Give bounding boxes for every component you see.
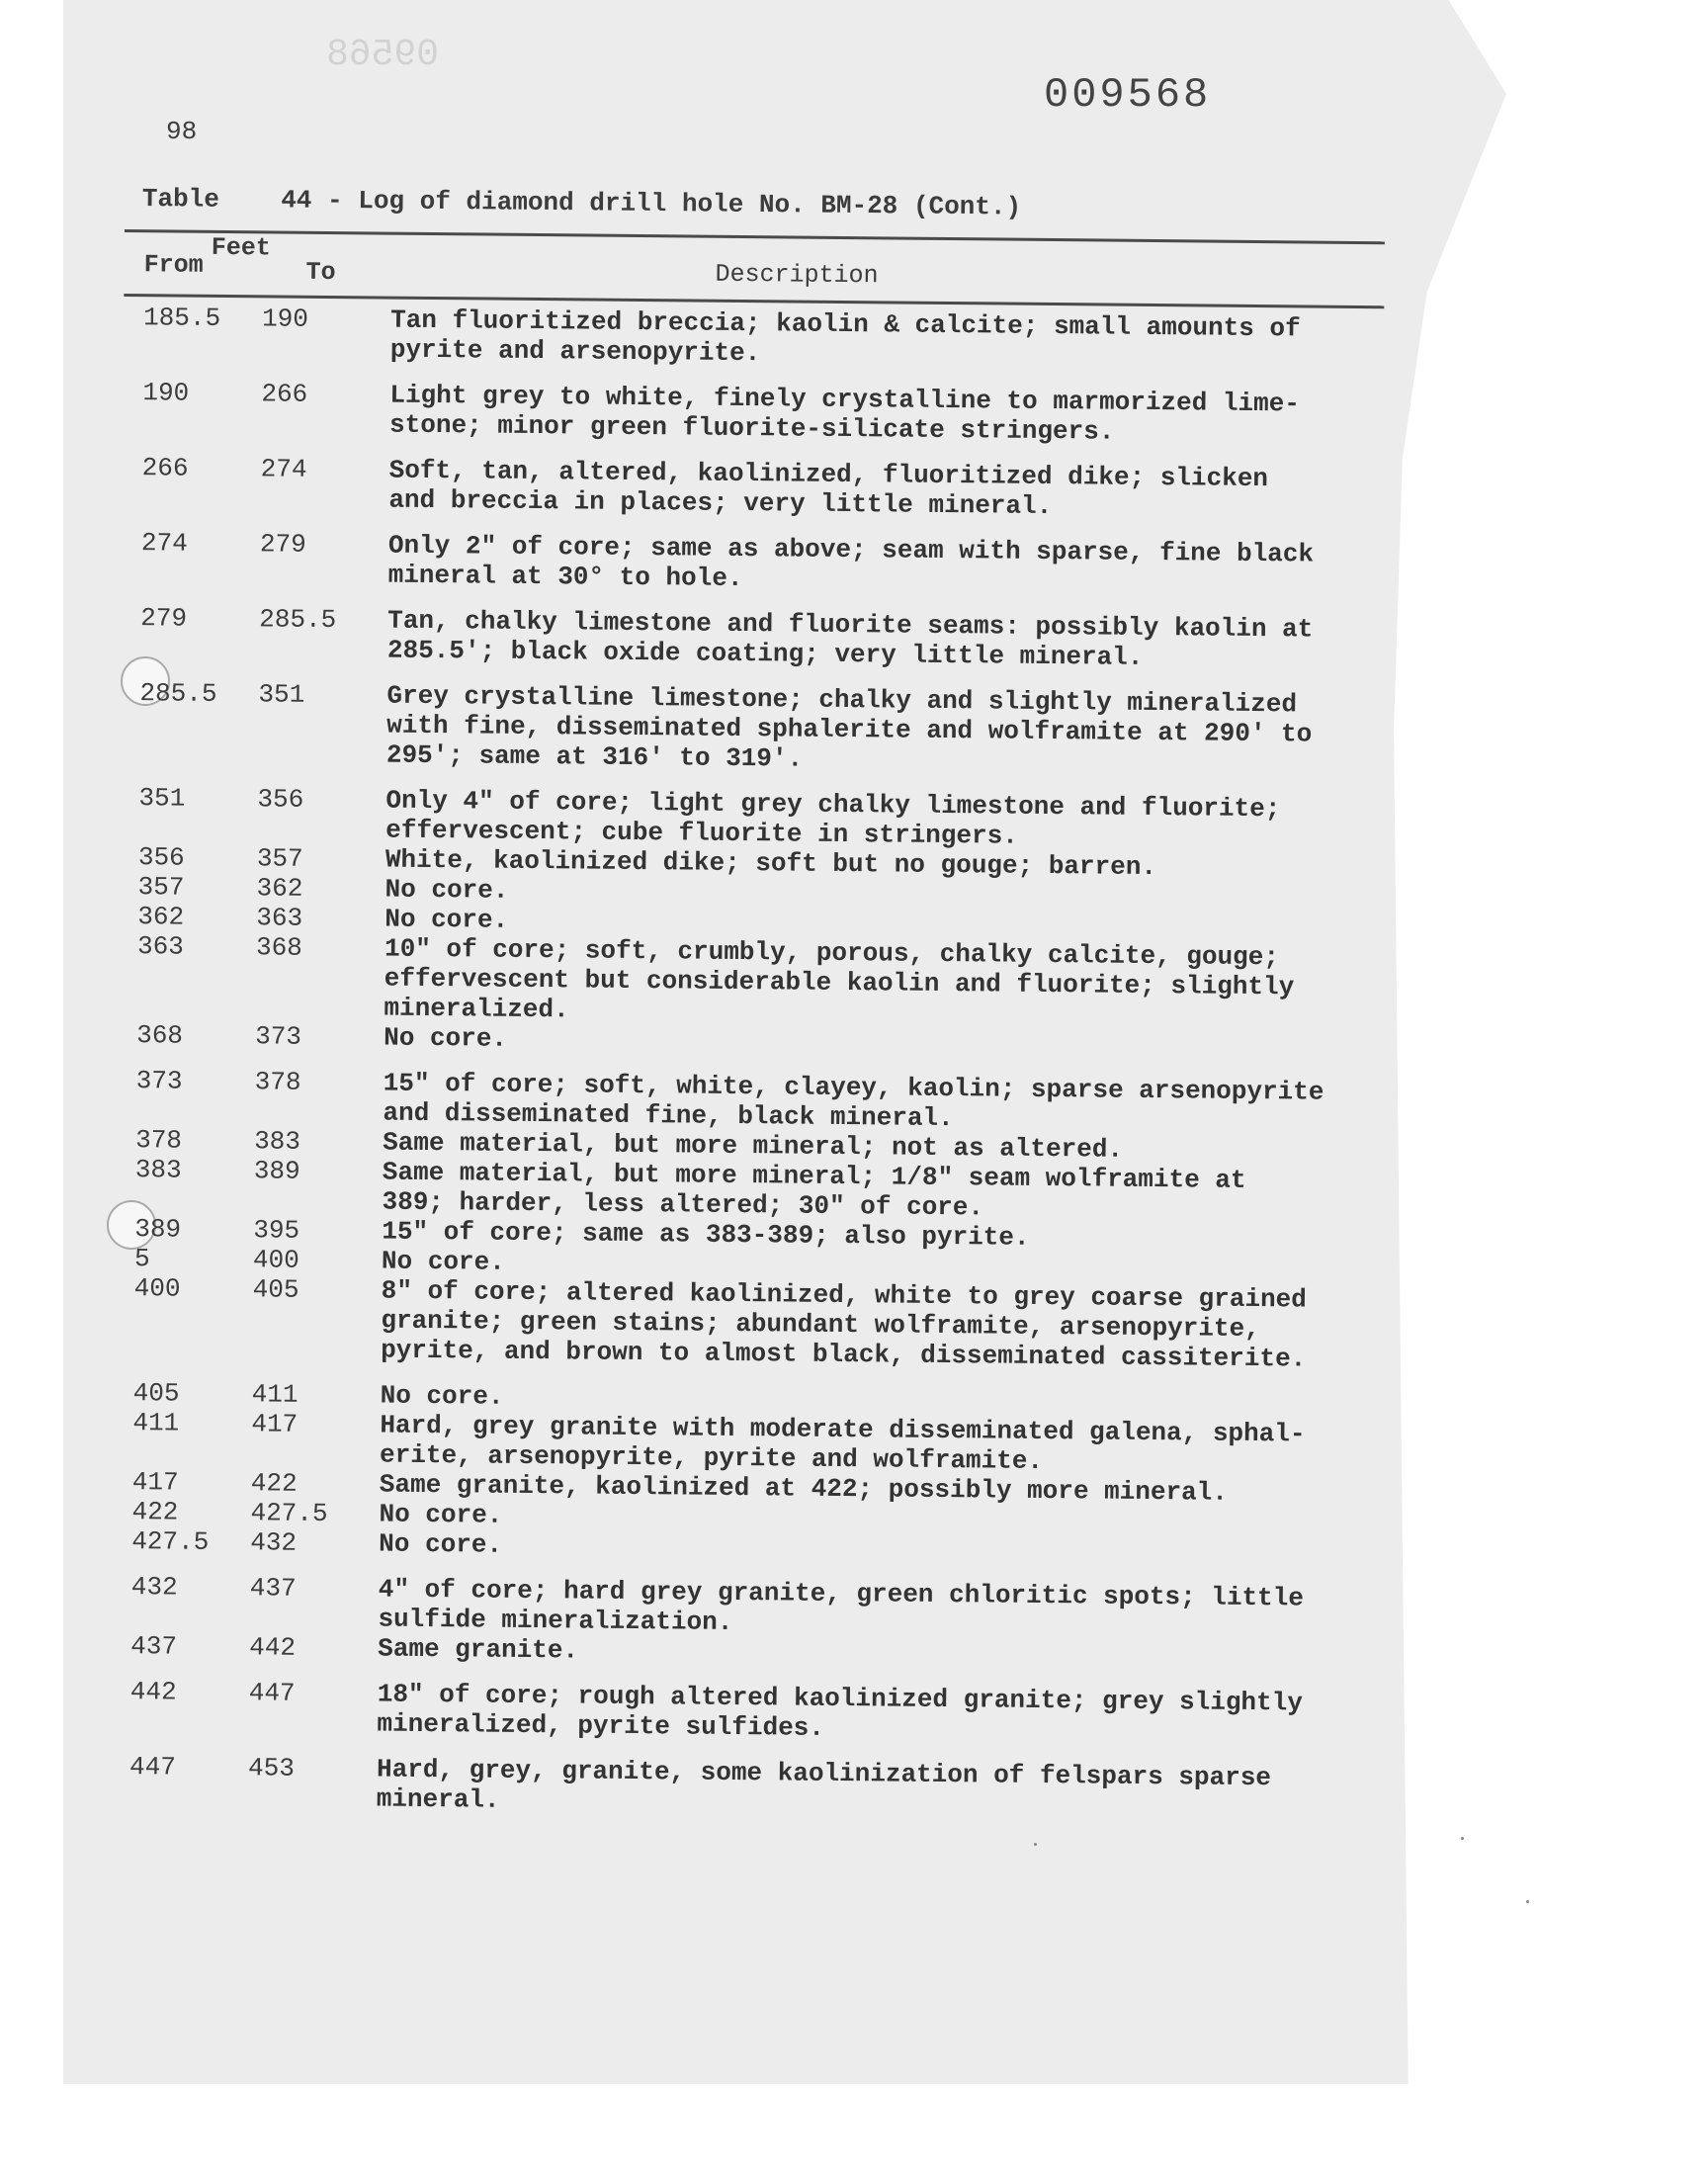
description-cell: No core.: [379, 1528, 503, 1560]
from-feet-cell: 285.5: [139, 678, 217, 709]
from-feet-cell: 447: [128, 1752, 177, 1783]
from-feet-cell: 368: [136, 1020, 184, 1051]
to-feet-cell: 383: [254, 1126, 301, 1157]
drill-log-table: [110, 229, 1385, 1823]
to-feet-cell: 279: [259, 529, 306, 560]
to-feet-cell: 362: [256, 873, 303, 904]
to-feet-cell: 447: [248, 1678, 296, 1708]
to-feet-cell: 368: [255, 932, 302, 963]
description-cell: 8" of core; altered kaolinized, white to grey coarse grained granite; green stains; abundant wolframite, arsenopyrite, pyrite, and brown to almost black, disseminated cassiterite.: [380, 1275, 1307, 1374]
from-feet-cell: 351: [138, 783, 186, 814]
from-feet-cell: 427.5: [131, 1526, 210, 1557]
to-feet-cell: 285.5: [259, 604, 337, 636]
to-feet-cell: 411: [251, 1379, 299, 1410]
description-cell: 18" of core; rough altered kaolinized granite; grey slightly mineralized, pyrite sulfides.: [377, 1679, 1304, 1743]
description-cell: Same material, but more mineral; 1/8" seam wolframite at 389; harder, less altered; 30" of core.: [382, 1157, 1246, 1223]
from-feet-cell: 432: [130, 1572, 178, 1603]
description-cell: Same material, but more mineral; not as altered.: [383, 1127, 1124, 1165]
description-cell: White, kaolinized dike; soft but no gouge; barren.: [384, 844, 1157, 883]
to-feet-cell: 266: [261, 379, 308, 409]
to-feet-cell: 378: [254, 1067, 301, 1097]
document-id-stamp: 009568: [1044, 71, 1212, 119]
header-feet: Feet: [211, 232, 271, 263]
scan-speck: [1461, 1837, 1464, 1840]
to-feet-cell: 405: [252, 1274, 299, 1305]
from-feet-cell: 357: [137, 872, 185, 903]
table-row: [114, 1273, 1375, 1374]
to-feet-cell: 356: [257, 784, 304, 815]
from-feet-cell: 422: [131, 1497, 179, 1527]
from-feet-cell: 378: [135, 1125, 183, 1156]
table-title: Table 44 - Log of diamond drill hole No. BM-28 (Cont.): [141, 184, 1022, 222]
to-feet-cell: 389: [253, 1156, 300, 1186]
description-cell: Same granite, kaolinized at 422; possibly more mineral.: [379, 1469, 1229, 1508]
to-feet-cell: 190: [261, 304, 309, 334]
from-feet-cell: 266: [141, 453, 189, 483]
description-cell: No core.: [379, 1499, 503, 1530]
header-description: Description: [715, 259, 879, 291]
description-cell: Only 2" of core; same as above; seam with sparse, fine black mineral at 30° to hole.: [387, 530, 1315, 594]
table-body: [110, 297, 1385, 1823]
table-row: [110, 1752, 1371, 1823]
description-cell: Light grey to white, finely crystalline to marmorized lime- stone; minor green fluorite-silicate stringers.: [388, 380, 1301, 447]
description-cell: Only 4" of core; light grey chalky limestone and fluorite; effervescent; cube fluorite in stringers.: [385, 785, 1281, 851]
description-cell: 15" of core; same as 383-389; also pyrite.: [382, 1216, 1030, 1253]
to-feet-cell: 400: [252, 1245, 299, 1275]
from-feet-cell: 417: [131, 1467, 179, 1498]
description-cell: Hard, grey, granite, some kaolinization of felspars sparse mineral.: [376, 1754, 1272, 1815]
description-cell: Grey crystalline limestone; chalky and slightly mineralized with fine, disseminated sphalerite and wolframite at 290' to 295'; same at 316' to 319'.: [385, 680, 1313, 774]
bleed-through-document-id: 09568: [326, 34, 440, 76]
table-row: [110, 1677, 1371, 1748]
description-cell: No core.: [384, 874, 509, 906]
from-feet-cell: 274: [140, 528, 188, 559]
description-cell: No core.: [384, 1022, 508, 1054]
from-feet-cell: 362: [137, 902, 185, 932]
to-feet-cell: 373: [255, 1021, 302, 1052]
from-feet-cell: 279: [140, 603, 188, 634]
description-cell: Tan, chalky limestone and fluorite seams: possibly kaolin at 285.5'; black oxide coating; very little mineral.: [386, 605, 1314, 672]
description-cell: Same granite.: [378, 1633, 579, 1666]
page-number: 98: [166, 117, 198, 146]
from-feet-cell: 411: [132, 1408, 180, 1438]
description-cell: 10" of core; soft, crumbly, porous, chalky calcite, gouge; effervescent but considerable kaolin and fluorite; slightly mineralized.: [384, 933, 1295, 1025]
from-feet-cell: 437: [130, 1631, 178, 1662]
from-feet-cell: 363: [136, 931, 184, 962]
description-cell: No core.: [381, 1246, 505, 1277]
table-row: [123, 378, 1384, 449]
header-to: To: [305, 257, 336, 288]
from-feet-cell: 373: [135, 1066, 183, 1096]
from-feet-cell: 400: [133, 1273, 181, 1304]
table-row: [121, 603, 1382, 674]
description-cell: No core.: [380, 1380, 504, 1412]
description-cell: Hard, grey granite with moderate disseminated galena, sphal- erite, arsenopyrite, pyrite and wolframite.: [379, 1410, 1306, 1476]
to-feet-cell: 437: [249, 1573, 297, 1604]
table-row: [124, 303, 1385, 374]
description-cell: No core.: [384, 904, 509, 935]
to-feet-cell: 422: [250, 1468, 298, 1499]
from-feet-cell: 190: [142, 378, 190, 408]
table-row: [117, 931, 1378, 1032]
table-row: [122, 528, 1383, 599]
to-feet-cell: 363: [256, 903, 303, 933]
to-feet-cell: 351: [258, 679, 305, 710]
from-feet-cell: 5: [133, 1244, 150, 1274]
from-feet-cell: 389: [134, 1214, 182, 1245]
description-cell: Soft, tan, altered, kaolinized, fluoritized dike; slicken and breccia in places; very little mineral.: [388, 455, 1269, 522]
to-feet-cell: 432: [250, 1527, 298, 1558]
to-feet-cell: 427.5: [250, 1498, 328, 1529]
description-cell: Tan fluoritized breccia; kaolin & calcite; small amounts of pyrite and arsenopyrite.: [389, 304, 1301, 369]
from-feet-cell: 442: [129, 1677, 177, 1707]
description-cell: 15" of core; soft, white, clayey, kaolin; sparse arsenopyrite and disseminated fine, black mineral.: [383, 1068, 1324, 1134]
from-feet-cell: 185.5: [143, 303, 221, 333]
table-header: [124, 232, 1385, 305]
scan-speck: [1526, 1900, 1529, 1903]
to-feet-cell: 395: [253, 1215, 300, 1246]
to-feet-cell: 417: [251, 1409, 299, 1439]
table-row: [120, 678, 1381, 779]
header-from: From: [143, 250, 204, 280]
scan-speck: [1034, 1843, 1037, 1846]
from-feet-cell: 356: [137, 842, 185, 873]
to-feet-cell: 442: [249, 1632, 297, 1663]
table-row: [122, 453, 1383, 524]
to-feet-cell: 274: [260, 454, 307, 484]
description-cell: 4" of core; hard grey granite, green chloritic spots; little sulfide mineralization.: [378, 1574, 1305, 1637]
to-feet-cell: 453: [247, 1753, 296, 1784]
to-feet-cell: 357: [256, 843, 303, 874]
from-feet-cell: 405: [132, 1378, 180, 1409]
from-feet-cell: 383: [134, 1155, 182, 1185]
